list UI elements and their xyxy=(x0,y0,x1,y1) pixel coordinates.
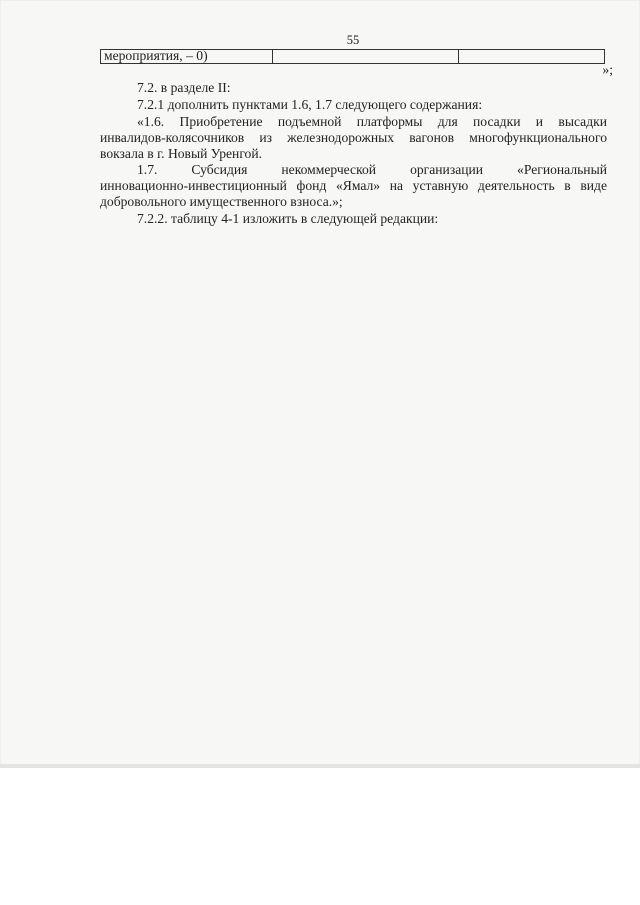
table-cell-text: мероприятия, – 0) xyxy=(104,48,208,63)
page-bottom-edge xyxy=(0,764,640,768)
paragraph-line: вокзала в г. Новый Уренгой. xyxy=(100,146,263,161)
table-cell xyxy=(459,50,604,63)
paragraph-line: «1.6. Приобретение подъемной платформы для посадки и высадки xyxy=(137,114,607,129)
paragraph-line: 7.2.2. таблицу 4-1 изложить в следующей редакции: xyxy=(137,211,439,226)
table-cell xyxy=(273,50,459,63)
paragraph-line: инвалидов-колясочников из железнодорожных вагонов многофункционального xyxy=(100,130,607,145)
paragraph-line: добровольного имущественного взноса.»; xyxy=(100,194,343,209)
page-number: 55 xyxy=(346,33,360,47)
paragraph-line: 7.2. в разделе II: xyxy=(137,80,231,95)
paragraph-line: инновационно-инвестиционный фонд «Ямал» на уставную деятельность в виде xyxy=(100,178,607,193)
table-fragment xyxy=(100,49,605,64)
paragraph-line: 7.2.1 дополнить пунктами 1.6, 1.7 следующего содержания: xyxy=(137,97,483,112)
closing-quote: »; xyxy=(602,62,613,77)
table-cell xyxy=(101,50,273,63)
paragraph-line: 1.7. Субсидия некоммерческой организации «Региональный xyxy=(137,162,607,177)
